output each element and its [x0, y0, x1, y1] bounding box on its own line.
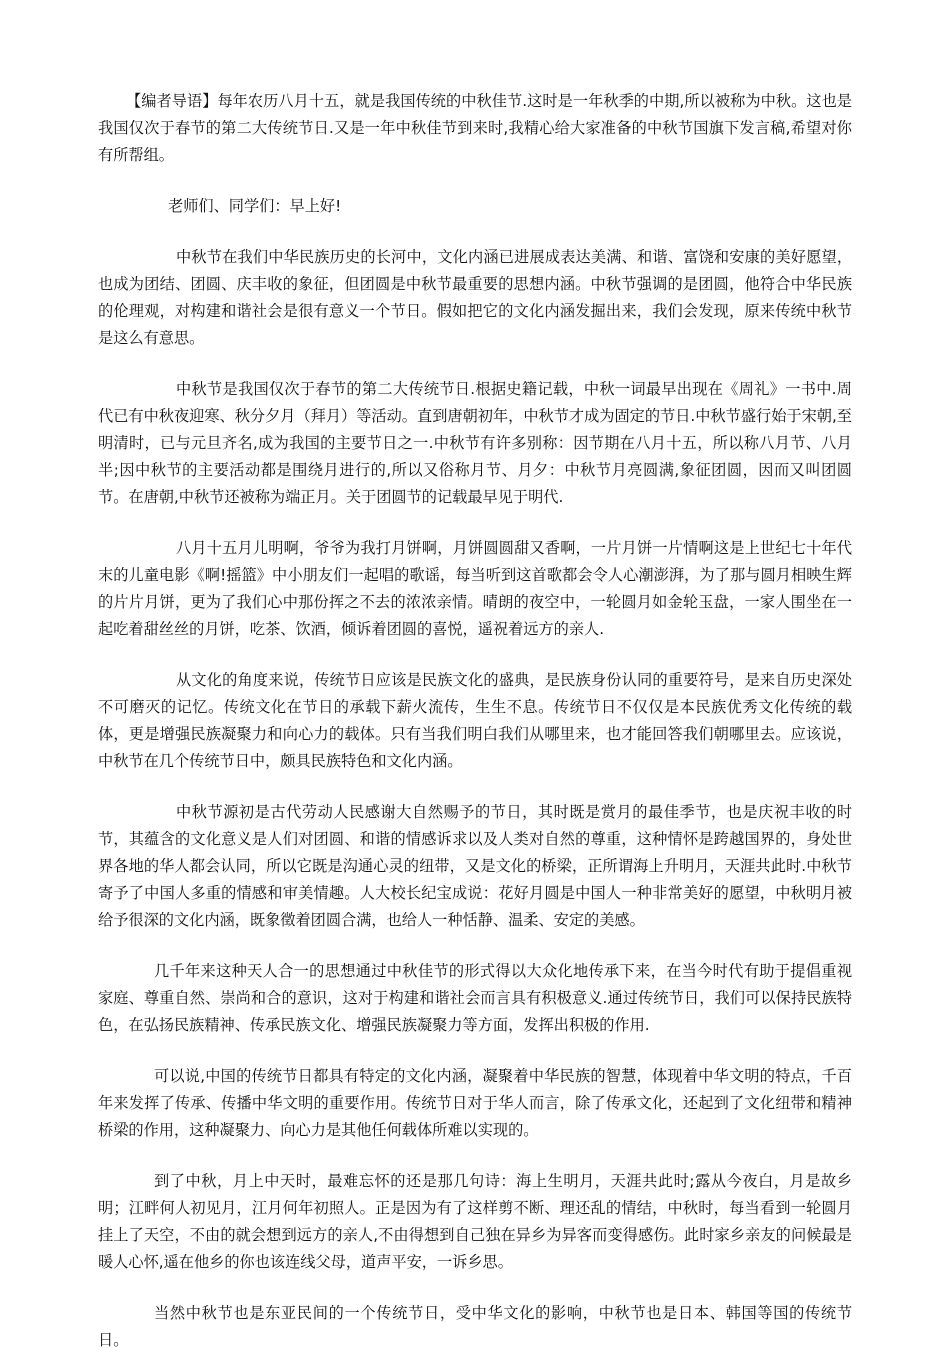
closing-paragraph: 当然中秋节也是东亚民间的一个传统节日，受中华文化的影响，中秋节也是日本、韩国等国的传统节日。 — [98, 1304, 852, 1349]
body-paragraph-5: 中秋节源初是古代劳动人民感谢大自然赐予的节日，其时既是赏月的最佳季节，也是庆祝丰收的时节，其蕴含的文化意义是人们对团圆、和谐的情感诉求以及人类对自然的尊重，这种情怀是跨越国界的，身处世界各地的华人都会认同，所以它既是沟通心灵的纽带，又是文化的桥梁，正所谓海上升明月，天涯共此时.中秋节寄予了中国人多重的情感和审美情趣。人大校长纪宝成说：花好月圆是中国人一种非常美好的愿望，中秋明月被给予很深的文化内涵，既象徵着团圆合满，也给人一种恬静、温柔、安定的美感。 — [98, 803, 852, 929]
body-paragraph-4: 从文化的角度来说，传统节日应该是民族文化的盛典，是民族身份认同的重要符号，是来自历史深处不可磨灭的记忆。传统文化在节日的承载下薪火流传，生生不息。传统节日不仅仅是本民族优秀文化传统的载体，更是增强民族凝聚力和向心力的载体。只有当我们明白我们从哪里来，也才能回答我们朝哪里去。应该说，中秋节在几个传统节日中，颇具民族特色和文化内涵。 — [98, 671, 852, 770]
body-paragraph-3: 八月十五月儿明啊，爷爷为我打月饼啊，月饼圆圆甜又香啊，一片月饼一片情啊这是上世纪七十年代末的儿童电影《啊!摇篮》中小朋友们一起唱的歌谣，每当听到这首歌都会令人心潮澎湃，为了那与圆月相映生辉的片片月饼，更为了我们心中那份挥之不去的浓浓亲情。晴朗的夜空中，一轮圆月如金轮玉盘，一家人围坐在一起吃着甜丝丝的月饼，吃茶、饮酒，倾诉着团圆的喜悦，遥祝着远方的亲人. — [98, 539, 852, 638]
body-paragraph-2: 中秋节是我国仅次于春节的第二大传统节日.根据史籍记载，中秋一词最早出现在《周礼》一书中.周代已有中秋夜迎寒、秋分夕月（拜月）等活动。直到唐朝初年，中秋节才成为固定的节日.中秋节盛行始于宋朝,至明清时，已与元旦齐名,成为我国的主要节日之一.中秋节有许多别称：因节期在八月十五，所以称八月节、八月半;因中秋节的主要活动都是围绕月进行的,所以又俗称月节、月夕：中秋节月亮圆满,象征团圆，因而又叫团圆节。在唐朝,中秋节还被称为端正月。关于团圆节的记载最早见于明代. — [98, 380, 852, 506]
body-paragraph-7: 可以说,中国的传统节日都具有特定的文化内涵，凝聚着中华民族的智慧，体现着中华文明的特点，千百年来发挥了传承、传播中华文明的重要作用。传统节日对于华人而言，除了传承文化，还起到了文化纽带和精神桥梁的作用，这种凝聚力、向心力是其他任何载体所难以实现的。 — [98, 1067, 852, 1139]
body-paragraph-1: 中秋节在我们中华民族历史的长河中，文化内涵已进展成表达美满、和谐、富饶和安康的美好愿望，也成为团结、团圆、庆丰收的象征，但团圆是中秋节最重要的思想内涵。中秋节强调的是团圆，他符合中华民族的伦理观，对构建和谐社会是很有意义一个节日。假如把它的文化内涵发掘出来，我们会发现，原来传统中秋节是这么有意思。 — [98, 248, 852, 347]
body-paragraph-8: 到了中秋，月上中天时，最难忘怀的还是那几句诗：海上生明月，天涯共此时;露从今夜白，月是故乡明；江畔何人初见月，江月何年初照人。正是因为有了这样剪不断、理还乱的情结，中秋时，每当看到一轮圆月挂上了天空，不由的就会想到远方的亲人,不由得想到自己独在异乡为异客而变得感伤。此时家乡亲友的问候最是暖人心怀,遥在他乡的你也该连线父母，道声平安，一诉乡思。 — [98, 1172, 852, 1271]
body-paragraph-6: 几千年来这种天人合一的思想通过中秋佳节的形式得以大众化地传承下来，在当今时代有助于提倡重视家庭、尊重自然、崇尚和合的意识，这对于构建和谐社会而言具有积极意义.通过传统节日，我们可以保持民族特色，在弘扬民族精神、传承民族文化、增强民族凝聚力等方面，发挥出积极的作用. — [98, 962, 852, 1034]
greeting-paragraph: 老师们、同学们：早上好! — [168, 197, 342, 215]
editor-intro-paragraph: 【编者导语】每年农历八月十五，就是我国传统的中秋佳节.这时是一年秋季的中期,所以被称为中秋。这也是我国仅次于春节的第二大传统节日.又是一年中秋佳节到来时,我精心给大家准备的中秋节国旗下发言稿,希望对你有所帮组。 — [98, 92, 852, 164]
